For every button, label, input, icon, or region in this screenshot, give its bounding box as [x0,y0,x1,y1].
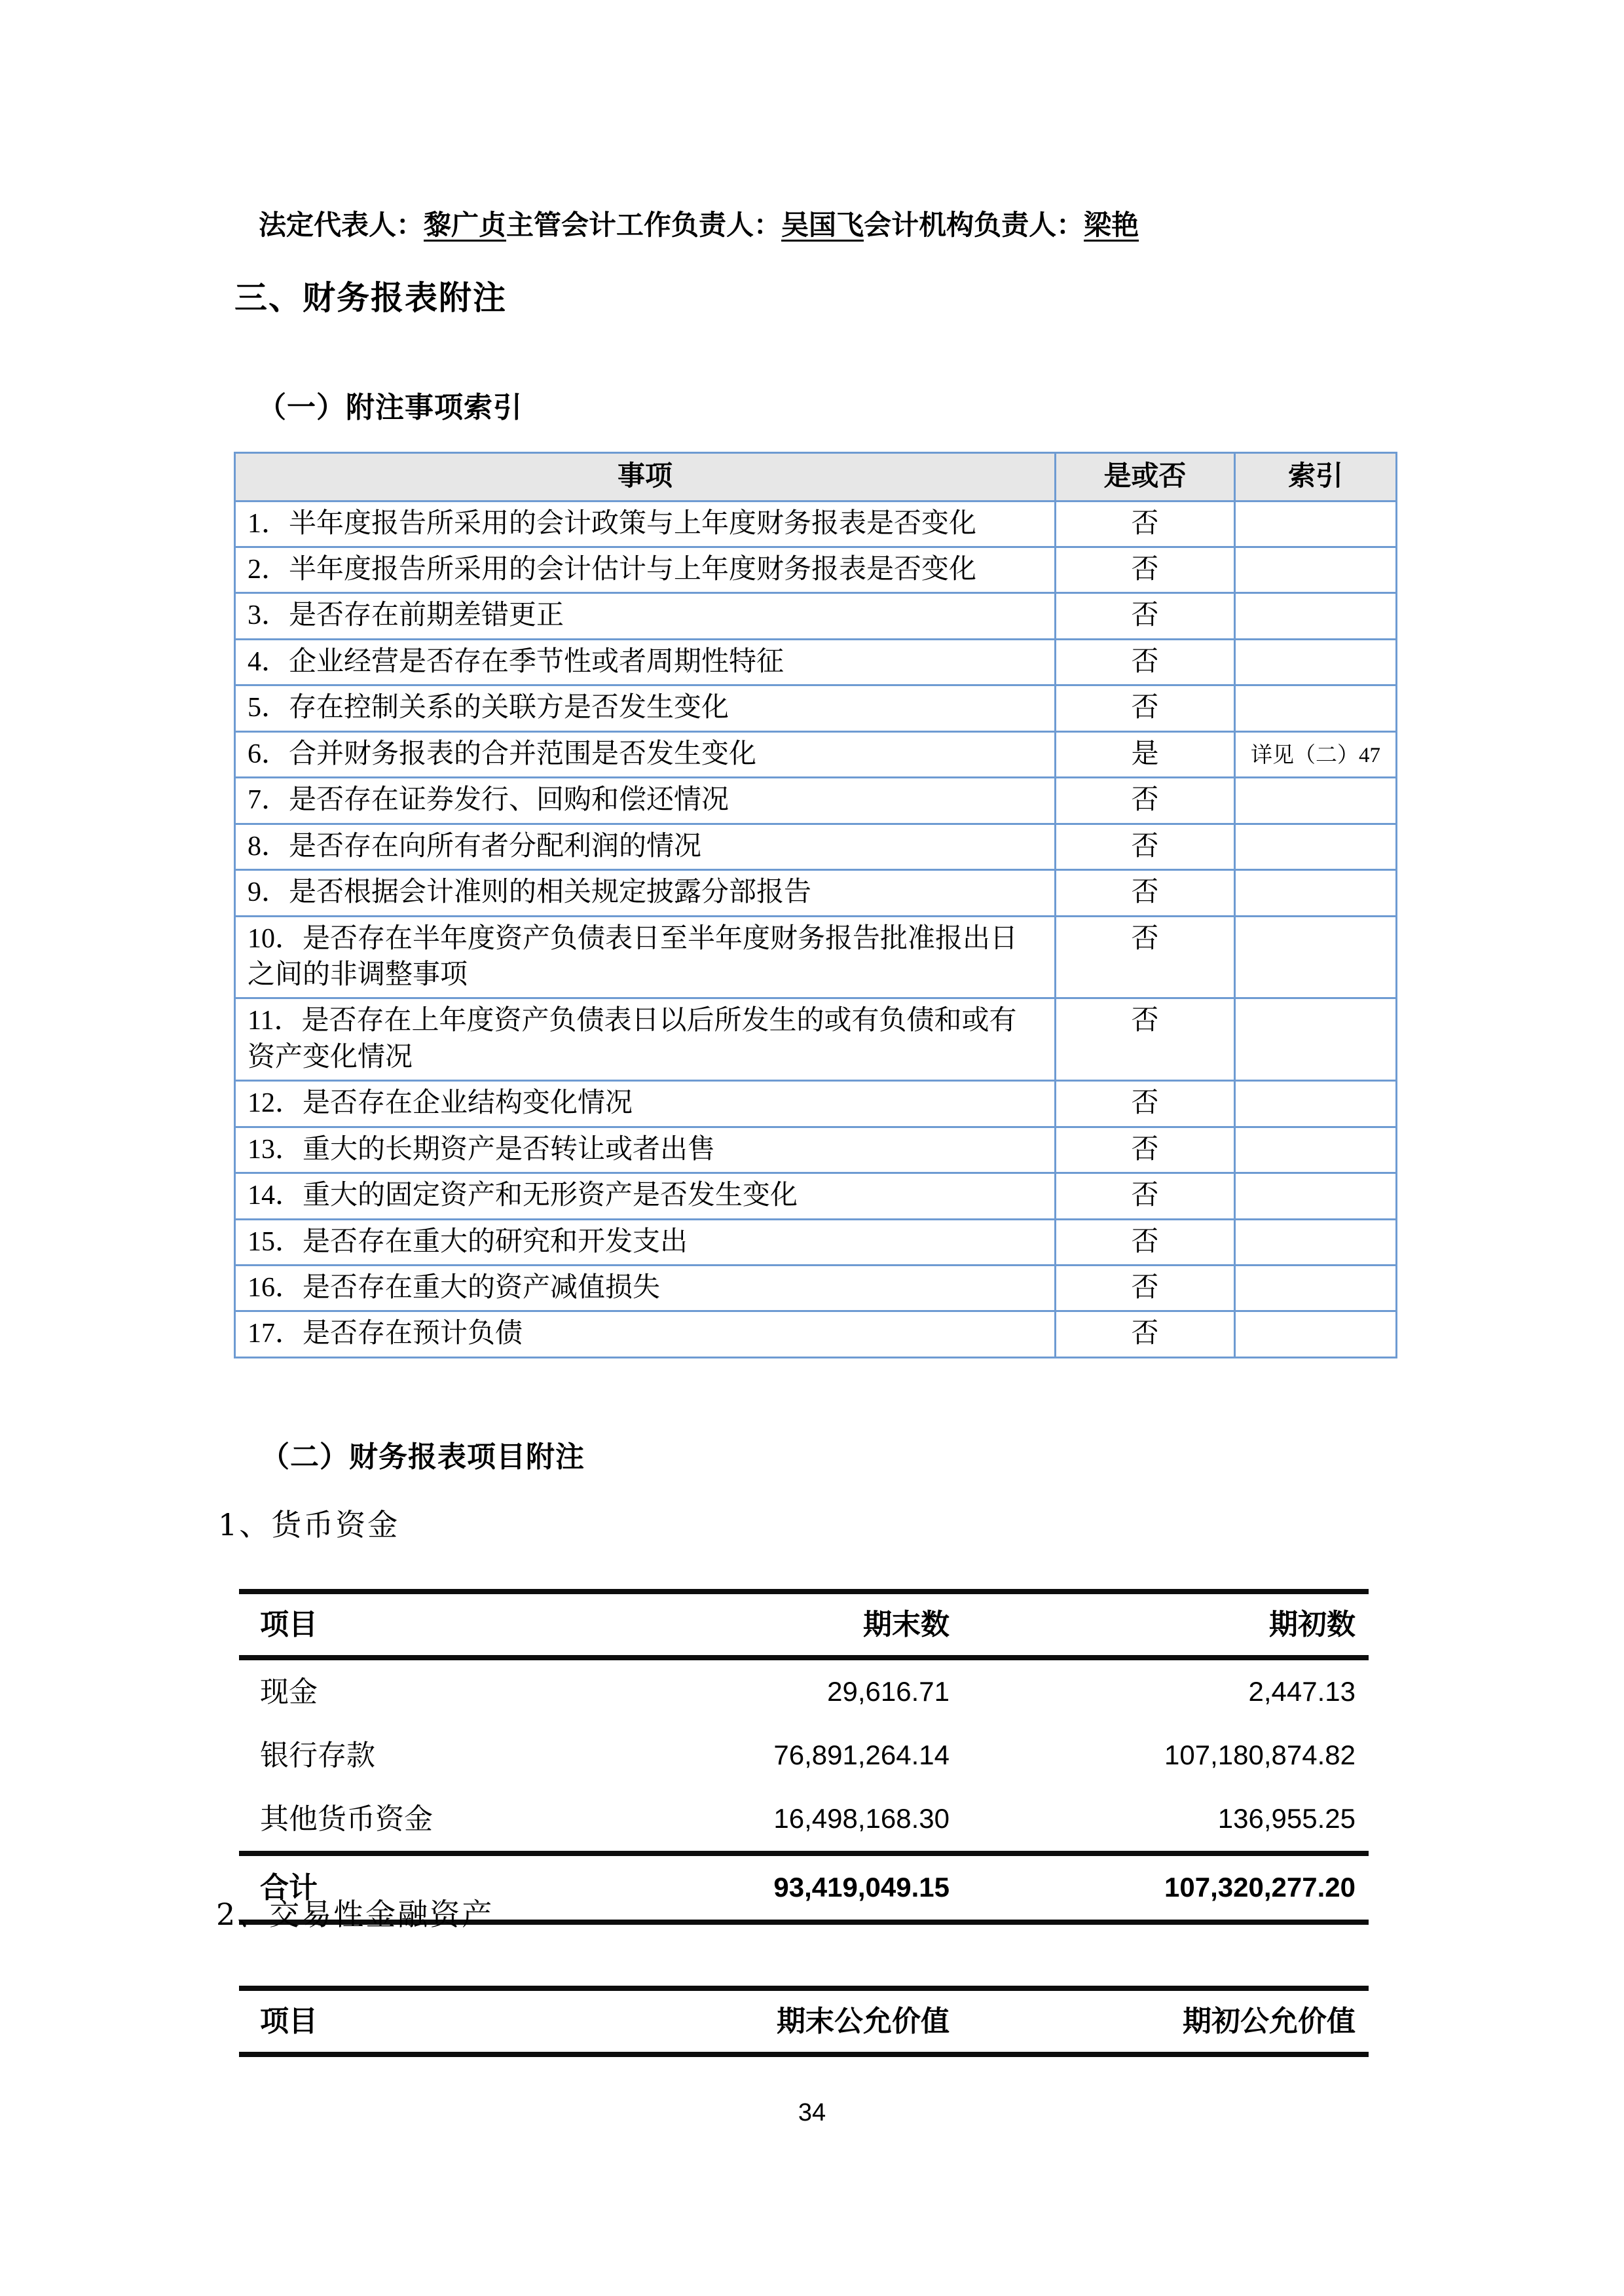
index-table-body [235,501,1397,1357]
index-ref-cell [1235,1173,1397,1219]
total-label-cell: 合计 [260,1871,318,1904]
monetary-funds-row [239,1724,1369,1787]
index-ref-cell [1235,778,1397,824]
index-answer-cell: 否 [1056,824,1235,869]
index-item-cell: 13．重大的长期资产是否转让或者出售 [235,1127,1056,1173]
monetary-funds-row [239,1658,1369,1724]
index-item-cell: 12．是否存在企业结构变化情况 [235,1081,1056,1127]
col-header-beginning-balance: 期初数 [1269,1608,1356,1641]
section-title: 三、财务报表附注 [234,280,507,316]
fund-ending-cell: 76,891,264.14 [773,1740,950,1771]
index-answer-cell: 否 [1056,1266,1235,1311]
subsection-2-title: （二）财务报表项目附注 [261,1441,585,1473]
fund-item-cell: 其他货币资金 [260,1802,433,1836]
index-answer-cell: 否 [1056,1081,1235,1127]
page-number: 34 [798,2099,826,2126]
index-answer-cell: 否 [1056,916,1235,998]
index-item-cell: 8．是否存在向所有者分配利润的情况 [235,824,1056,869]
index-item-cell: 16．是否存在重大的资产减值损失 [235,1266,1056,1311]
index-table-row [235,731,1397,777]
index-ref-cell [1235,1219,1397,1265]
legal-rep-label: 法定代表人： [259,211,424,241]
index-answer-cell: 否 [1056,501,1235,547]
index-answer-cell: 否 [1056,1311,1235,1357]
note-item-2-title: 2、交易性金融资产 [216,1897,494,1932]
index-ref-cell [1235,1266,1397,1311]
index-answer-cell: 否 [1056,547,1235,593]
index-item-cell: 4．企业经营是否存在季节性或者周期性特征 [235,639,1056,685]
index-table-row [235,1219,1397,1265]
index-ref-cell [1235,1127,1397,1173]
index-table-row [235,916,1397,998]
col-header-yes-no: 是或否 [1056,453,1235,501]
index-item-cell: 14．重大的固定资产和无形资产是否发生变化 [235,1173,1056,1219]
index-answer-cell: 否 [1056,685,1235,731]
index-answer-cell: 否 [1056,1219,1235,1265]
fund-item-cell: 银行存款 [260,1739,375,1772]
index-item-cell: 2．半年度报告所采用的会计估计与上年度财务报表是否变化 [235,547,1056,593]
index-answer-cell: 是 [1056,731,1235,777]
index-ref-cell [1235,593,1397,639]
index-ref-cell [1235,998,1397,1081]
index-table-row [235,501,1397,547]
index-table-row [235,639,1397,685]
index-table-row [235,593,1397,639]
index-table-header-row [235,453,1397,501]
accounting-head-name: 吴国飞 [781,211,864,241]
index-item-cell: 17．是否存在预计负债 [235,1311,1056,1357]
index-answer-cell: 否 [1056,870,1235,916]
fund-beginning-cell: 107,180,874.82 [1164,1740,1356,1771]
accounting-org-name: 梁艳 [1084,211,1139,241]
legal-rep-name: 黎广贞 [424,211,507,241]
col-header-project: 项目 [260,2005,318,2038]
index-table-row [235,998,1397,1081]
index-item-cell: 6．合并财务报表的合并范围是否发生变化 [235,731,1056,777]
monetary-funds-table [239,1589,1369,1925]
index-answer-cell: 否 [1056,593,1235,639]
index-item-cell: 9．是否根据会计准则的相关规定披露分部报告 [235,870,1056,916]
index-ref-cell [1235,547,1397,593]
signatories-line [259,208,1139,244]
index-item-cell: 5．存在控制关系的关联方是否发生变化 [235,685,1056,731]
fund-ending-cell: 29,616.71 [827,1676,950,1707]
tfa-header-row [239,1988,1369,2054]
trading-financial-assets-table [239,1986,1369,2057]
accounting-head-label: 主管会计工作负责人： [506,211,782,241]
index-table-row [235,870,1397,916]
index-item-cell: 10．是否存在半年度资产负债表日至半年度财务报告批准报出日之间的非调整事项 [235,916,1056,998]
col-header-item: 事项 [235,453,1056,501]
index-ref-cell [1235,1081,1397,1127]
col-header-ending-fair-value: 期末公允价值 [777,2005,950,2038]
index-table-row [235,1266,1397,1311]
monetary-funds-header-row [239,1592,1369,1658]
index-item-cell: 1．半年度报告所采用的会计政策与上年度财务报表是否变化 [235,501,1056,547]
accounting-org-label: 会计机构负责人： [864,211,1084,241]
index-table-row [235,778,1397,824]
col-header-ref: 索引 [1235,453,1397,501]
index-table-row [235,824,1397,869]
fund-item-cell: 现金 [260,1675,318,1709]
index-table-row [235,1311,1397,1357]
index-ref-cell [1235,870,1397,916]
total-ending-cell: 93,419,049.15 [773,1872,950,1903]
index-answer-cell: 否 [1056,998,1235,1081]
subsection-1-title: （一）附注事项索引 [257,392,523,424]
fund-beginning-cell: 136,955.25 [1217,1803,1356,1834]
index-item-cell: 15．是否存在重大的研究和开发支出 [235,1219,1056,1265]
index-answer-cell: 否 [1056,1127,1235,1173]
notes-index-table [234,452,1395,1358]
index-ref-cell [1235,824,1397,869]
index-ref-cell: 详见（二）47 [1235,731,1397,777]
fund-ending-cell: 16,498,168.30 [773,1803,950,1834]
fund-beginning-cell: 2,447.13 [1248,1676,1356,1707]
index-answer-cell: 否 [1056,639,1235,685]
monetary-funds-row [239,1787,1369,1853]
index-table-row [235,1127,1397,1173]
col-header-ending-balance: 期末数 [863,1608,950,1641]
index-item-cell: 11．是否存在上年度资产负债表日以后所发生的或有负债和或有资产变化情况 [235,998,1056,1081]
index-ref-cell [1235,685,1397,731]
monetary-funds-body [239,1658,1369,1853]
index-table-row [235,685,1397,731]
col-header-beginning-fair-value: 期初公允价值 [1183,2005,1356,2038]
index-ref-cell [1235,1311,1397,1357]
total-beginning-cell: 107,320,277.20 [1164,1872,1356,1903]
index-ref-cell [1235,501,1397,547]
index-item-cell: 7．是否存在证券发行、回购和偿还情况 [235,778,1056,824]
index-answer-cell: 否 [1056,1173,1235,1219]
index-table-row [235,1081,1397,1127]
index-table-row [235,547,1397,593]
index-ref-cell [1235,639,1397,685]
index-item-cell: 3．是否存在前期差错更正 [235,593,1056,639]
index-answer-cell: 否 [1056,778,1235,824]
note-item-1-title: 1、货币资金 [218,1507,400,1542]
col-header-project: 项目 [260,1608,318,1641]
index-ref-cell [1235,916,1397,998]
index-table-row [235,1173,1397,1219]
